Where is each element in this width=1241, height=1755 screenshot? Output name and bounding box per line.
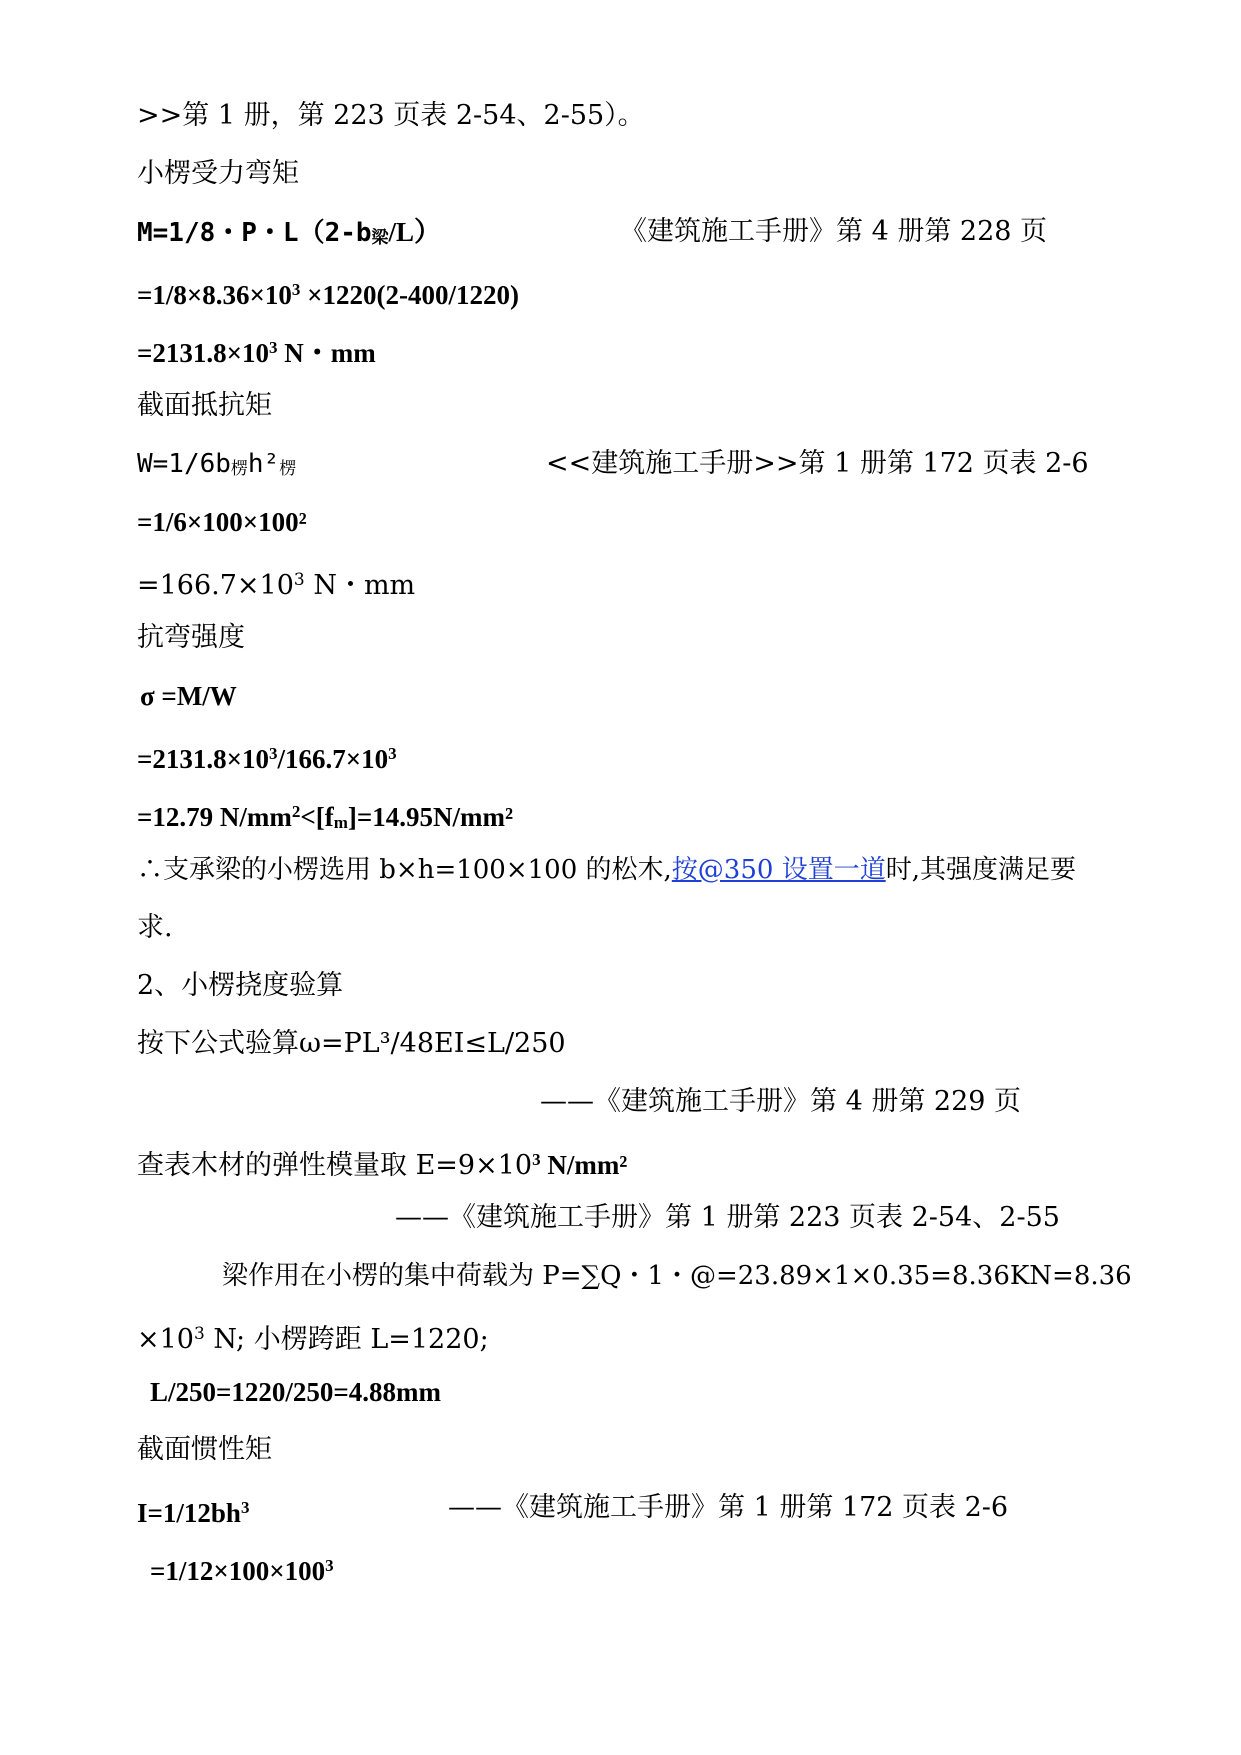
text: 《建筑施工手册》第 4 册第 228 页 <box>620 216 1048 247</box>
reference-elastic-modulus <box>395 1198 1060 1238</box>
reference-deflection <box>540 1082 1021 1122</box>
text: ——《建筑施工手册》第 1 册第 172 页表 2-6 <box>448 1492 1009 1523</box>
text: 抗弯强度 <box>137 622 245 653</box>
formula-moment <box>137 212 441 252</box>
heading-section-modulus <box>137 386 272 426</box>
subscript: 楞 <box>230 459 248 479</box>
concentrated-load-line <box>222 1256 1132 1296</box>
text: =12.79 N/mm <box>137 802 292 832</box>
text: ——《建筑施工手册》第 1 册第 223 页表 2-54、2-55 <box>395 1202 1060 1233</box>
text: N/mm² <box>540 1150 628 1180</box>
superscript: 3 <box>532 1150 541 1169</box>
superscript: 3 <box>240 1498 250 1517</box>
spacing-link[interactable]: 按@350 设置一道 <box>671 855 886 885</box>
formula-section-modulus-result <box>137 560 415 600</box>
text: 求. <box>137 912 173 943</box>
text: <[f <box>300 802 334 832</box>
conclusion-strength-end <box>137 908 173 948</box>
text: I=1/12bh <box>137 1498 241 1528</box>
heading-bending-strength <box>137 618 245 658</box>
text: L/250=1220/250=4.88mm <box>150 1377 442 1407</box>
heading-moment-of-inertia <box>137 1430 272 1470</box>
text: =2131.8×10 <box>137 338 270 368</box>
subscript: m <box>333 813 348 832</box>
concentrated-load-line-end <box>137 1314 489 1354</box>
text: ×10 <box>137 1324 194 1355</box>
text: σ =M/W <box>140 681 237 711</box>
formula-moment-calc <box>137 270 519 310</box>
formula-moment-result <box>137 328 376 368</box>
text: ]=14.95N/mm² <box>347 802 514 832</box>
text: N・mm <box>277 338 376 368</box>
text: 小楞受力弯矩 <box>137 158 299 189</box>
text: =1/6×100×100² <box>137 507 307 537</box>
reference-moment <box>620 212 1047 252</box>
text: ∴支承梁的小楞选用 b×h=100×100 的松木, <box>137 855 672 885</box>
span-limit-line <box>150 1372 441 1412</box>
superscript: 3 <box>325 1556 334 1575</box>
superscript: 3 <box>293 570 305 590</box>
formula-section-modulus-calc <box>137 502 307 542</box>
text: =1/12×100×100 <box>150 1556 326 1586</box>
text: =2131.8×10 <box>137 744 270 774</box>
text: /166.7×10 <box>277 744 389 774</box>
text: 梁作用在小楞的集中荷载为 P=∑Q・1・@=23.89×1×0.35=8.36KN=8.36 <box>222 1261 1132 1291</box>
text: 时,其强度满足要 <box>885 855 1076 885</box>
text: M=1/8・P・L（2-b <box>137 218 372 248</box>
text: 截面惯性矩 <box>137 1434 272 1465</box>
formula-stress-calc <box>137 734 397 774</box>
superscript: 3 <box>388 744 397 763</box>
formula-inertia-calc <box>150 1546 334 1586</box>
text: ——《建筑施工手册》第 4 册第 229 页 <box>540 1086 1022 1117</box>
conclusion-strength <box>137 850 1076 890</box>
formula-section-modulus <box>137 444 296 484</box>
text: 查表木材的弹性模量取 E=9×10 <box>137 1150 533 1181</box>
line-ref-continuation <box>137 96 645 136</box>
reference-inertia <box>448 1488 1008 1528</box>
subscript: 梁 <box>371 228 389 247</box>
superscript: 3 <box>269 744 278 763</box>
subscript: 楞 <box>279 459 297 479</box>
formula-deflection <box>137 1024 566 1064</box>
heading-deflection-check <box>137 966 343 1006</box>
text: /L） <box>388 217 442 247</box>
text: >>第 1 册，第 223 页表 2-54、2-55）。 <box>137 100 645 131</box>
text: =166.7×10 <box>137 570 294 601</box>
text: N; 小楞跨距 L=1220; <box>204 1324 489 1355</box>
superscript: 3 <box>193 1324 205 1344</box>
formula-inertia <box>137 1488 249 1528</box>
superscript: 3 <box>291 280 301 299</box>
text: N・mm <box>304 570 416 601</box>
elastic-modulus-line <box>137 1140 627 1180</box>
text: =1/8×8.36×10 <box>137 280 292 310</box>
text: <<建筑施工手册>>第 1 册第 172 页表 2-6 <box>546 448 1089 479</box>
formula-stress-result <box>137 792 513 832</box>
superscript: 2 <box>291 802 301 821</box>
text: ×1220(2-400/1220) <box>300 280 520 310</box>
text: 2、小楞挠度验算 <box>137 970 344 1001</box>
reference-section-modulus <box>546 444 1089 484</box>
text: W=1/6b <box>137 449 231 479</box>
text: h² <box>247 449 280 479</box>
text: 截面抵抗矩 <box>137 390 272 421</box>
text: 按下公式验算ω=PL³/48EI≤L/250 <box>137 1028 566 1059</box>
heading-bending-moment <box>137 154 299 194</box>
formula-stress <box>140 676 237 716</box>
superscript: 3 <box>269 338 278 357</box>
